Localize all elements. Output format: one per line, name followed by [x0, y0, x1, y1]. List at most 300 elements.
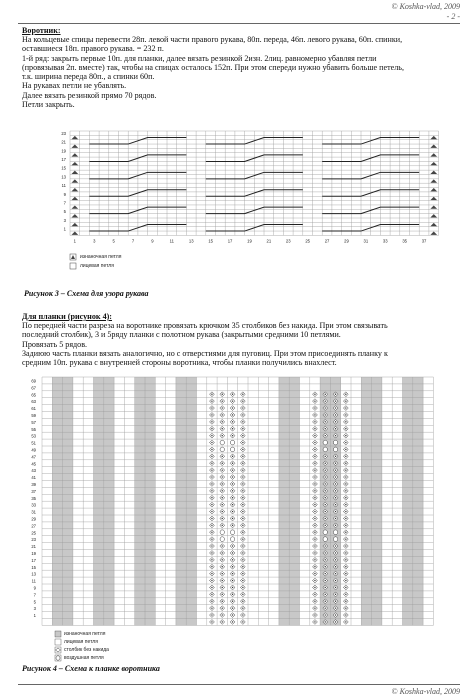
single-crochet-dot — [314, 407, 315, 408]
row-label: 21 — [61, 139, 66, 145]
single-crochet-dot — [242, 545, 243, 546]
col-label: 29 — [344, 238, 349, 244]
row-label: 59 — [31, 413, 36, 419]
single-crochet-dot — [345, 580, 346, 581]
col-label: 3 — [93, 238, 96, 244]
single-crochet-dot — [211, 580, 212, 581]
single-crochet-dot — [222, 407, 223, 408]
single-crochet-dot — [325, 428, 326, 429]
row-label: 5 — [63, 209, 66, 215]
chain-stitch-symbol — [323, 440, 327, 445]
single-crochet-dot — [211, 428, 212, 429]
single-crochet-dot — [211, 614, 212, 615]
single-crochet-dot — [325, 587, 326, 588]
col-label: 27 — [324, 238, 330, 244]
single-crochet-dot — [314, 456, 315, 457]
single-crochet-dot — [211, 566, 212, 567]
single-crochet-dot — [222, 559, 223, 560]
single-crochet-dot — [345, 552, 346, 553]
single-crochet-dot — [314, 601, 315, 602]
row-label: 15 — [61, 165, 66, 171]
single-crochet-dot — [222, 394, 223, 395]
single-crochet-dot — [211, 504, 212, 505]
single-crochet-dot — [345, 476, 346, 477]
chain-stitch-symbol — [230, 530, 234, 535]
single-crochet-dot — [335, 497, 336, 498]
row-label: 1 — [63, 226, 66, 232]
single-crochet-dot — [314, 580, 315, 581]
col-label: 11 — [169, 238, 175, 244]
single-crochet-dot — [211, 449, 212, 450]
row-label: 29 — [31, 516, 36, 522]
single-crochet-dot — [314, 435, 315, 436]
single-crochet-dot — [211, 573, 212, 574]
single-crochet-dot — [335, 525, 336, 526]
single-crochet-dot — [232, 483, 233, 484]
single-crochet-dot — [345, 483, 346, 484]
single-crochet-dot — [211, 490, 212, 491]
single-crochet-dot — [325, 394, 326, 395]
single-crochet-dot — [211, 621, 212, 622]
single-crochet-dot — [335, 490, 336, 491]
legend-chain-oval — [56, 656, 60, 660]
single-crochet-dot — [222, 421, 223, 422]
single-crochet-dot — [242, 483, 243, 484]
row-label: 55 — [31, 426, 36, 432]
col-label: 31 — [363, 238, 369, 244]
single-crochet-dot — [242, 601, 243, 602]
single-crochet-dot — [314, 607, 315, 608]
single-crochet-dot — [222, 469, 223, 470]
paragraph-line: Петли закрыть. — [22, 100, 75, 110]
single-crochet-dot — [314, 476, 315, 477]
single-crochet-dot — [211, 545, 212, 546]
single-crochet-dot — [222, 594, 223, 595]
row-label: 5 — [33, 599, 36, 605]
single-crochet-dot — [232, 490, 233, 491]
col-label: 33 — [382, 238, 388, 244]
single-crochet-dot — [345, 566, 346, 567]
single-crochet-dot — [222, 614, 223, 615]
single-crochet-dot — [211, 435, 212, 436]
single-crochet-dot — [314, 566, 315, 567]
chain-stitch-symbol — [333, 440, 337, 445]
single-crochet-dot — [222, 456, 223, 457]
row-label: 3 — [63, 217, 66, 223]
single-crochet-dot — [314, 621, 315, 622]
single-crochet-dot — [222, 511, 223, 512]
single-crochet-dot — [232, 559, 233, 560]
single-crochet-dot — [345, 594, 346, 595]
row-label: 63 — [31, 399, 36, 405]
single-crochet-dot — [314, 421, 315, 422]
single-crochet-dot — [222, 414, 223, 415]
single-crochet-dot — [232, 435, 233, 436]
single-crochet-dot — [232, 525, 233, 526]
single-crochet-dot — [211, 414, 212, 415]
paragraph-line: последний столбик), 3 и 5ряду планки с полотном рукава (закрытыми средними 10 петлями. — [22, 330, 341, 340]
row-label: 69 — [31, 378, 36, 384]
single-crochet-dot — [211, 587, 212, 588]
single-crochet-dot — [325, 469, 326, 470]
single-crochet-dot — [222, 483, 223, 484]
single-crochet-dot — [242, 407, 243, 408]
single-crochet-dot — [314, 490, 315, 491]
single-crochet-dot — [335, 428, 336, 429]
single-crochet-dot — [242, 538, 243, 539]
col-label: 9 — [151, 238, 154, 244]
single-crochet-dot — [335, 421, 336, 422]
single-crochet-dot — [325, 621, 326, 622]
legend-purl-label: изнаночная петля — [80, 254, 122, 260]
single-crochet-dot — [211, 394, 212, 395]
single-crochet-dot — [314, 545, 315, 546]
single-crochet-dot — [335, 504, 336, 505]
row-label: 41 — [31, 475, 36, 481]
paragraph-line: т.к. ширина переда 80п., а спинки 60п. — [22, 72, 155, 82]
single-crochet-dot — [242, 566, 243, 567]
chain-stitch-symbol — [220, 447, 224, 452]
single-crochet-dot — [232, 573, 233, 574]
col-label: 21 — [266, 238, 272, 244]
single-crochet-dot — [242, 580, 243, 581]
paragraph-line: На кольцевые спицы перевести 28п. левой части правого рукава, 80п. переда, 46п. левого рукава, 60п. спинки, — [22, 35, 403, 44]
single-crochet-dot — [325, 504, 326, 505]
chain-stitch-symbol — [323, 530, 327, 535]
single-crochet-dot — [242, 511, 243, 512]
single-crochet-dot — [335, 463, 336, 464]
single-crochet-dot — [325, 525, 326, 526]
single-crochet-dot — [325, 483, 326, 484]
single-crochet-dot — [325, 511, 326, 512]
single-crochet-dot — [242, 621, 243, 622]
single-crochet-dot — [325, 407, 326, 408]
single-crochet-dot — [335, 566, 336, 567]
single-crochet-dot — [222, 552, 223, 553]
single-crochet-dot — [325, 518, 326, 519]
single-crochet-dot — [325, 601, 326, 602]
single-crochet-dot — [242, 469, 243, 470]
single-crochet-dot — [232, 421, 233, 422]
single-crochet-dot — [232, 476, 233, 477]
single-crochet-dot — [335, 511, 336, 512]
single-crochet-dot — [211, 538, 212, 539]
single-crochet-dot — [211, 497, 212, 498]
single-crochet-dot — [345, 456, 346, 457]
row-label: 51 — [31, 440, 36, 446]
col-label: 25 — [305, 238, 310, 244]
single-crochet-dot — [345, 497, 346, 498]
single-crochet-dot — [345, 518, 346, 519]
single-crochet-dot — [211, 532, 212, 533]
single-crochet-dot — [314, 552, 315, 553]
paragraph-line: Далее вязать резинкой прямо 70 рядов. — [22, 90, 157, 100]
col-label: 15 — [208, 238, 213, 244]
single-crochet-dot — [335, 394, 336, 395]
single-crochet-dot — [345, 400, 346, 401]
single-crochet-dot — [325, 580, 326, 581]
paragraph-line: 1-й ряд: закрыть первые 10п. для планки, далее вязать резинкой 2изн. 2лиц. равномерно убавляя петли — [22, 53, 377, 63]
row-label: 21 — [31, 544, 36, 550]
single-crochet-dot — [242, 435, 243, 436]
single-crochet-dot — [232, 511, 233, 512]
figure3-caption: Рисунок 3 – Схема для узора рукава — [24, 289, 149, 298]
chain-stitch-symbol — [333, 447, 337, 452]
figure4-caption: Рисунок 4 – Схема к планке воротника — [22, 664, 160, 673]
col-label: 37 — [421, 238, 427, 244]
single-crochet-dot — [335, 456, 336, 457]
single-crochet-dot — [345, 587, 346, 588]
single-crochet-dot — [335, 518, 336, 519]
single-crochet-dot — [222, 525, 223, 526]
single-crochet-dot — [222, 587, 223, 588]
single-crochet-dot — [314, 573, 315, 574]
row-label: 15 — [31, 564, 36, 570]
row-label: 11 — [61, 183, 66, 189]
single-crochet-dot — [232, 552, 233, 553]
single-crochet-dot — [242, 428, 243, 429]
single-crochet-dot — [232, 545, 233, 546]
legend-knit-label: лицевая петля — [80, 263, 114, 269]
single-crochet-dot — [325, 463, 326, 464]
col-label: 13 — [188, 238, 194, 244]
single-crochet-dot — [345, 538, 346, 539]
single-crochet-dot — [242, 607, 243, 608]
single-crochet-dot — [222, 400, 223, 401]
single-crochet-dot — [325, 552, 326, 553]
single-crochet-dot — [325, 476, 326, 477]
chain-stitch-symbol — [230, 440, 234, 445]
single-crochet-dot — [314, 532, 315, 533]
single-crochet-dot — [242, 421, 243, 422]
chain-stitch-symbol — [220, 537, 224, 542]
single-crochet-dot — [345, 442, 346, 443]
single-crochet-dot — [242, 400, 243, 401]
single-crochet-dot — [314, 400, 315, 401]
single-crochet-dot — [222, 518, 223, 519]
single-crochet-dot — [345, 435, 346, 436]
single-crochet-dot — [335, 607, 336, 608]
row-label: 17 — [31, 557, 36, 563]
single-crochet-dot — [314, 449, 315, 450]
single-crochet-dot — [232, 614, 233, 615]
single-crochet-dot — [314, 538, 315, 539]
row-label: 31 — [31, 509, 36, 515]
single-crochet-dot — [325, 421, 326, 422]
col-label: 7 — [131, 238, 135, 244]
single-crochet-dot — [335, 587, 336, 588]
single-crochet-dot — [211, 607, 212, 608]
single-crochet-dot — [325, 614, 326, 615]
single-crochet-dot — [345, 463, 346, 464]
chain-stitch-symbol — [323, 447, 327, 452]
single-crochet-dot — [335, 573, 336, 574]
single-crochet-dot — [314, 442, 315, 443]
single-crochet-dot — [222, 621, 223, 622]
row-label: 1 — [33, 613, 36, 619]
row-label: 65 — [31, 392, 36, 398]
single-crochet-dot — [345, 607, 346, 608]
single-crochet-dot — [335, 614, 336, 615]
single-crochet-dot — [335, 621, 336, 622]
single-crochet-dot — [325, 559, 326, 560]
single-crochet-dot — [345, 559, 346, 560]
single-crochet-dot — [242, 442, 243, 443]
legend-knit-label: лицевая петля — [64, 639, 98, 645]
row-label: 9 — [33, 585, 36, 591]
single-crochet-dot — [314, 394, 315, 395]
single-crochet-dot — [242, 476, 243, 477]
single-crochet-dot — [335, 407, 336, 408]
single-crochet-dot — [314, 511, 315, 512]
single-crochet-dot — [345, 421, 346, 422]
single-crochet-dot — [232, 497, 233, 498]
row-label: 45 — [31, 461, 36, 467]
single-crochet-dot — [345, 469, 346, 470]
single-crochet-dot — [222, 601, 223, 602]
single-crochet-dot — [345, 601, 346, 602]
single-crochet-dot — [211, 407, 212, 408]
single-crochet-dot — [222, 497, 223, 498]
single-crochet-dot — [345, 573, 346, 574]
paragraph-line: По передней части разреза на воротнике провязать крючком 35 столбиков без накида. При этом связывать — [22, 321, 388, 330]
single-crochet-dot — [242, 559, 243, 560]
single-crochet-dot — [345, 532, 346, 533]
single-crochet-dot — [345, 545, 346, 546]
single-crochet-dot — [222, 504, 223, 505]
section-title-placket: Для планки (рисунок 4): — [22, 312, 113, 321]
single-crochet-dot — [232, 518, 233, 519]
legend-purl-label: изнаночная петля — [64, 631, 106, 637]
single-crochet-dot — [242, 532, 243, 533]
paragraph-line: оставшиеся 18п. правого рукава. = 232 п. — [22, 44, 164, 54]
single-crochet-dot — [232, 456, 233, 457]
single-crochet-dot — [211, 469, 212, 470]
chain-stitch-symbol — [333, 537, 337, 542]
single-crochet-dot — [211, 463, 212, 464]
single-crochet-dot — [335, 476, 336, 477]
single-crochet-dot — [232, 504, 233, 505]
single-crochet-dot — [335, 580, 336, 581]
legend-sc-label: столбик без накида — [64, 647, 109, 653]
single-crochet-dot — [314, 614, 315, 615]
footer-divider — [18, 684, 460, 685]
paragraph-line: средним 10п. рукава с внутренней стороны воротника, чтобы планки получились внахлест. — [22, 358, 337, 368]
single-crochet-dot — [314, 559, 315, 560]
single-crochet-dot — [345, 428, 346, 429]
single-crochet-dot — [232, 469, 233, 470]
single-crochet-dot — [314, 587, 315, 588]
single-crochet-dot — [232, 580, 233, 581]
single-crochet-dot — [325, 497, 326, 498]
row-label: 19 — [31, 551, 36, 557]
chain-stitch-symbol — [220, 530, 224, 535]
single-crochet-dot — [211, 559, 212, 560]
row-label: 13 — [61, 174, 66, 180]
chain-stitch-symbol — [220, 440, 224, 445]
single-crochet-dot — [211, 601, 212, 602]
single-crochet-dot — [222, 580, 223, 581]
row-label: 49 — [31, 447, 36, 453]
row-label: 19 — [61, 148, 66, 154]
single-crochet-dot — [314, 428, 315, 429]
single-crochet-dot — [335, 545, 336, 546]
row-label: 13 — [31, 571, 36, 577]
single-crochet-dot — [345, 511, 346, 512]
col-label: 5 — [112, 238, 115, 244]
row-label: 53 — [31, 433, 36, 439]
single-crochet-dot — [242, 504, 243, 505]
single-crochet-dot — [211, 421, 212, 422]
row-label: 23 — [61, 130, 66, 136]
single-crochet-dot — [314, 594, 315, 595]
single-crochet-dot — [325, 414, 326, 415]
single-crochet-dot — [345, 614, 346, 615]
single-crochet-dot — [211, 511, 212, 512]
single-crochet-dot — [325, 456, 326, 457]
single-crochet-dot — [242, 552, 243, 553]
paragraph-line: (провязывая 2п. вместе) так, чтобы на спицах осталось 152п. При этом спереди нужно убавить больше петель, — [22, 62, 404, 72]
single-crochet-dot — [211, 525, 212, 526]
single-crochet-dot — [222, 490, 223, 491]
single-crochet-dot — [314, 483, 315, 484]
single-crochet-dot — [242, 594, 243, 595]
col-label: 1 — [73, 238, 77, 244]
single-crochet-dot — [242, 518, 243, 519]
col-label: 19 — [247, 238, 252, 244]
single-crochet-dot — [232, 394, 233, 395]
row-label: 67 — [31, 385, 36, 391]
row-label: 37 — [31, 488, 36, 494]
single-crochet-dot — [211, 456, 212, 457]
col-label: 35 — [402, 238, 407, 244]
single-crochet-dot — [335, 594, 336, 595]
single-crochet-dot — [232, 566, 233, 567]
copyright-header: © Koshka-vlad, 2009 — [391, 2, 460, 11]
row-label: 11 — [31, 578, 36, 584]
single-crochet-dot — [345, 407, 346, 408]
row-label: 23 — [31, 537, 36, 543]
single-crochet-dot — [314, 518, 315, 519]
single-crochet-dot — [314, 504, 315, 505]
single-crochet-dot — [335, 435, 336, 436]
col-label: 17 — [227, 238, 233, 244]
single-crochet-dot — [325, 545, 326, 546]
single-crochet-dot — [242, 414, 243, 415]
row-label: 33 — [31, 502, 36, 508]
single-crochet-dot — [222, 607, 223, 608]
single-crochet-dot — [242, 449, 243, 450]
section-title-collar: Воротник: — [22, 26, 61, 35]
single-crochet-dot — [314, 469, 315, 470]
single-crochet-dot — [325, 490, 326, 491]
row-label: 39 — [31, 482, 36, 488]
single-crochet-dot — [242, 394, 243, 395]
single-crochet-dot — [345, 449, 346, 450]
single-crochet-dot — [232, 601, 233, 602]
single-crochet-dot — [325, 573, 326, 574]
single-crochet-dot — [335, 483, 336, 484]
single-crochet-dot — [222, 435, 223, 436]
single-crochet-dot — [232, 463, 233, 464]
copyright-footer: © Koshka-vlad, 2009 — [391, 687, 460, 696]
row-label: 61 — [31, 406, 36, 412]
single-crochet-dot — [211, 442, 212, 443]
single-crochet-dot — [242, 587, 243, 588]
chain-stitch-symbol — [230, 447, 234, 452]
single-crochet-dot — [242, 614, 243, 615]
single-crochet-dot — [242, 525, 243, 526]
